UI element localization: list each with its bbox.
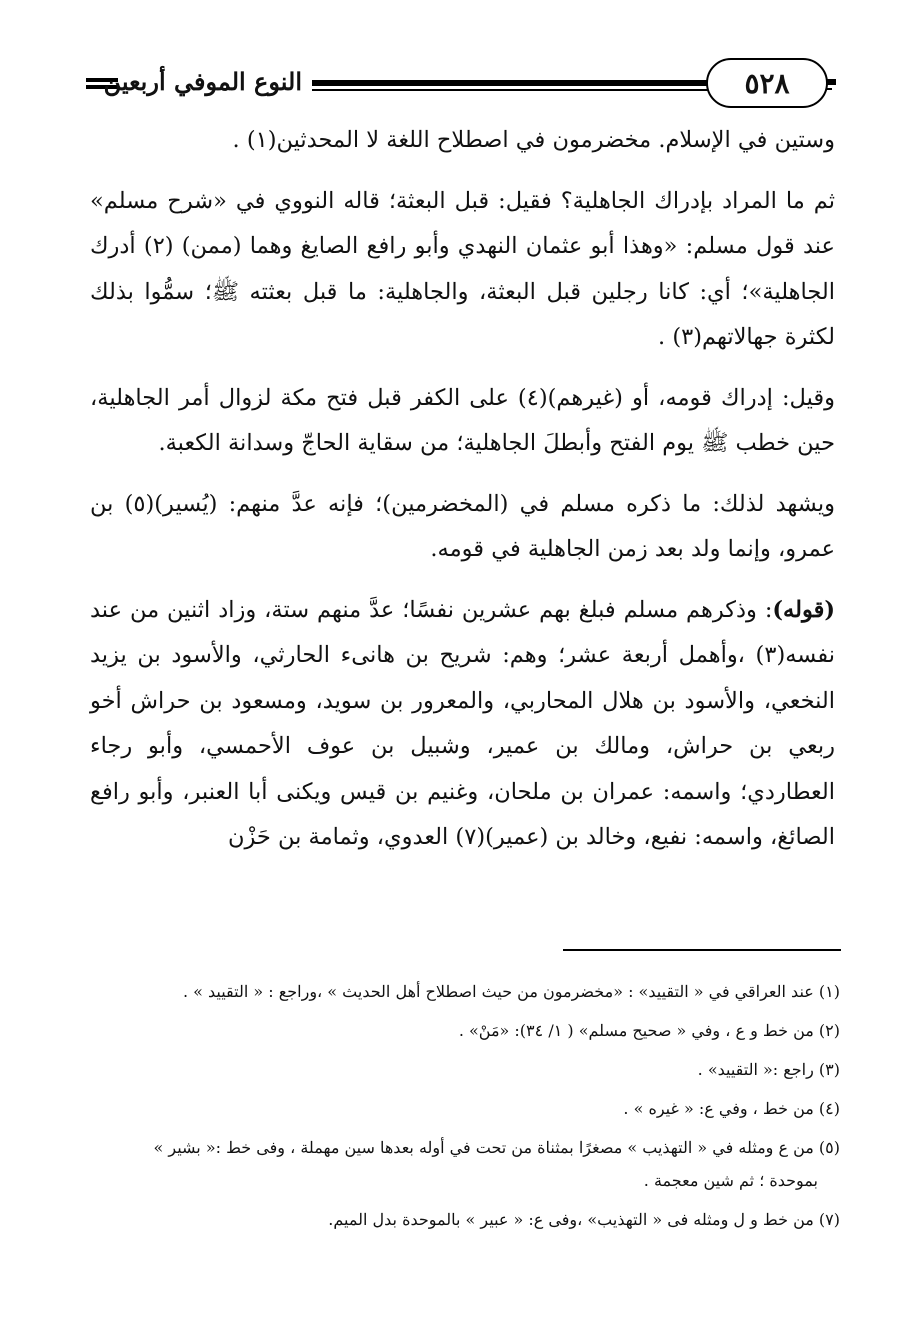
paragraph — [90, 588, 835, 861]
header-rule-middle-thick — [312, 80, 708, 86]
footnote: (٥) من ع ومثله في « التهذيب » مصغرًا بمثناة من تحت في أوله بعدها سين مهملة ، وفى خط :« بشير » — [153, 1138, 840, 1157]
paragraph: وستين في الإسلام. مخضرمون في اصطلاح اللغة لا المحدثين(١) . — [232, 127, 835, 153]
footnote: (٢) من خط و ع ، وفي « صحيح مسلم» ( ١/ ٣٤): «مَنْ» . — [458, 1021, 840, 1040]
footnote-separator — [563, 949, 841, 951]
header-rule-middle-thin — [312, 89, 708, 91]
paragraph: وقيل: إدراك قومه، أو (غيرهم)(٤) على الكفر قبل فتح مكة لزوال أمر الجاهلية، حين خطب ﷺ يوم الفتح وأبطلَ الجاهلية؛ من سقاية الحاجّ وسدانة الكعبة. — [90, 384, 836, 456]
footnote: (٤) من خط ، وفي ع: « غيره » . — [623, 1099, 840, 1118]
page-header — [0, 28, 913, 98]
paragraph-text: : وذكرهم مسلم فبلغ بهم عشرين نفسًا؛ عدَّ منهم ستة، وزاد اثنين من عند نفسه(٣) ،وأهمل أربعة عشر؛ وهم: شريح بن هانىء الحارثي، والأسود بن يزيد النخعي، والأسود بن هلال المحاربي، والمعرور بن سويد، ومسعود بن حراش أخو ربعي بن حراش، ومالك بن عمير، وشبيل بن عوف الأحمسي، وأبو رجاء العطاردي؛ واسمه: عمران بن ملحان، وغنيم بن قيس ويكنى أبا العنبر، وأبو رافع الصائغ، واسمه: نفيع، وخالد بن (عمير)(٧) العدوي، وثمامة بن حَزْن — [90, 596, 835, 850]
quote-lead: (قوله) — [772, 596, 835, 623]
footnote: (٣) راجع :« التقييد» . — [697, 1060, 840, 1079]
main-text — [90, 118, 835, 876]
paragraph: ثم ما المراد بإدراك الجاهلية؟ فقيل: قبل البعثة؛ قاله النووي في «شرح مسلم» عند قول مسلم: «وهذا أبو عثمان النهدي وأبو رافع الصايغ وهما (ممن) (٢) أدرك الجاهلية»؛ أي: كانا رجلين قبل البعثة، والجاهلية: ما قبل بعثته ﷺ؛ سمُّوا بذلك لكثرة جهالاتهم(٣) . — [90, 187, 835, 350]
page-number: ٥٢٨ — [706, 58, 828, 108]
footnote: (١) عند العراقي في « التقييد» : «مخضرمون من حيث اصطلاح أهل الحديث » ،وراجع : « التقييد » . — [182, 982, 840, 1001]
footnote-continuation: بموحدة ؛ ثم شين معجمة . — [643, 1171, 818, 1190]
paragraph: ويشهد لذلك: ما ذكره مسلم في (المخضرمين)؛ فإنه عدَّ منهم: (يُسير)(٥) بن عمرو، وإنما ولد بعد زمن الجاهلية في قومه. — [90, 490, 835, 562]
running-title: النوع الموفي أربعين — [103, 67, 302, 96]
footnote: (٧) من خط و ل ومثله فى « التهذيب» ،وفى ع: « عبير » بالموحدة بدل الميم. — [328, 1210, 840, 1229]
footnotes — [90, 978, 840, 1245]
